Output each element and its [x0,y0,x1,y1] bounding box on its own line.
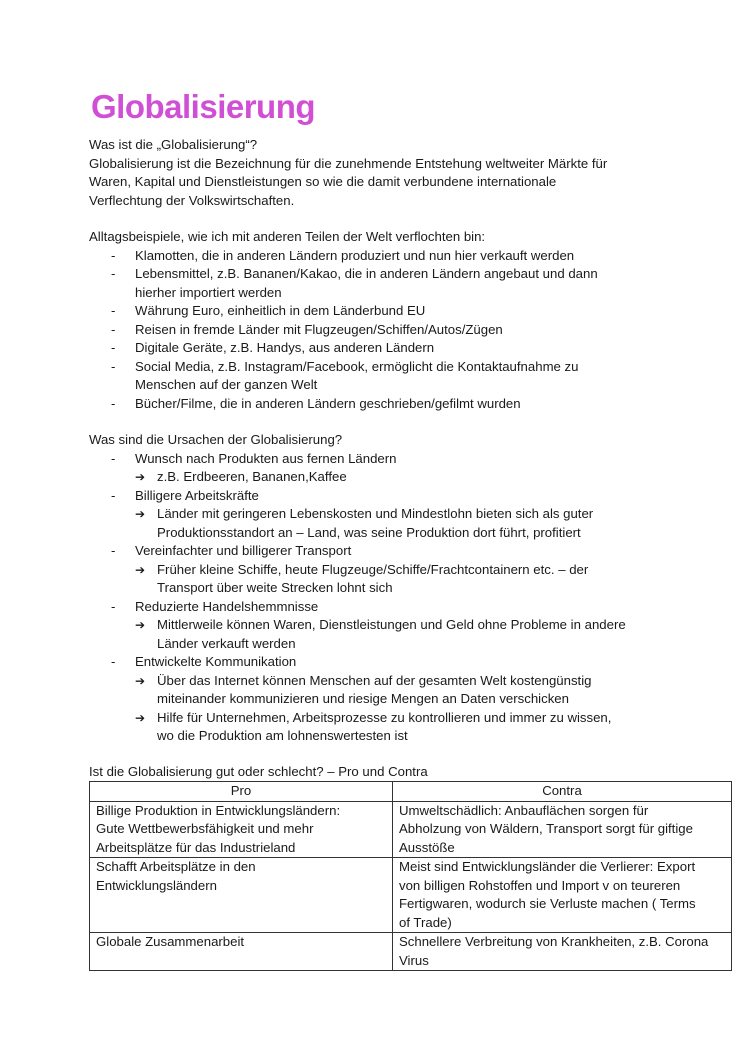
dash-bullet: - [111,303,116,318]
arrow-sub-item [89,709,626,746]
dash-bullet: - [111,358,116,374]
cell-line: Arbeitsplätze für das Industrieland [96,839,296,855]
contra-cell [393,858,732,933]
sub-item-text: Hilfe für Unternehmen, Arbeitsprozesse zu kontrollieren und immer zu wissen, [157,709,612,725]
cell-line: Umweltschädlich: Anbauflächen sorgen für [399,802,649,818]
table-header-row [90,782,732,802]
table-row [90,801,732,858]
examples-section [89,228,598,413]
list-item [89,247,598,266]
procontra-table [89,781,732,971]
arrow-sub-item [89,468,626,487]
list-item-text: Reisen in fremde Länder mit Flugzeugen/Schiffen/Autos/Zügen [135,321,503,337]
list-item [89,339,598,358]
arrow-right-icon: ➔ [135,562,146,577]
sub-item-text: Mittlerweile können Waren, Dienstleistungen und Geld ohne Probleme in andere [157,617,626,632]
dash-bullet: - [111,450,116,466]
causes-section [89,431,626,746]
list-item-text: hierher importiert werden [135,284,282,300]
list-item [89,302,598,321]
list-item-text: Währung Euro, einheitlich in dem Länderbund EU [135,303,426,318]
arrow-right-icon: ➔ [135,507,146,521]
cell-line: Abholzung von Wäldern, Transport sorgt für giftige [399,821,693,836]
cause-label: Vereinfachter und billigerer Transport [135,543,352,558]
arrow-sub-item [89,561,626,598]
page-title: Globalisierung [91,88,316,125]
cause-item [89,487,626,543]
dash-bullet: - [111,247,116,263]
cell-line: Gute Wettbewerbsfähigkeit und mehr [96,821,314,836]
cell-line: Entwicklungsländern [96,877,217,893]
list-item-text: Social Media, z.B. Instagram/Facebook, ermöglicht die Kontaktaufnahme zu [135,358,579,374]
cell-line: Schnellere Verbreitung von Krankheiten, z.B. Corona [399,934,709,949]
cell-line: Ausstöße [399,839,455,855]
list-item-text: Bücher/Filme, die in anderen Ländern geschrieben/gefilmt wurden [135,395,521,411]
procontra-caption: Ist die Globalisierung gut oder schlecht? – Pro und Contra [89,764,428,779]
sub-item-text: Über das Internet können Menschen auf der gesamten Welt kostengünstig [157,672,592,688]
list-item-text: Klamotten, die in anderen Ländern produziert und nun hier verkauft werden [135,247,575,263]
definition-line: Globalisierung ist die Bezeichnung für die zunehmende Entstehung weltweiter Märkte für [89,155,608,171]
arrow-sub-item [89,672,626,709]
cell-line: of Trade) [399,914,452,930]
dash-bullet: - [111,321,116,337]
dash-bullet: - [111,487,116,503]
list-item-text: Lebensmittel, z.B. Bananen/Kakao, die in anderen Ländern angebaut und dann [135,266,598,281]
intro-section [89,136,607,210]
cell-line: Billige Produktion in Entwicklungsländern: [96,802,341,818]
sub-item-text: Früher kleine Schiffe, heute Flugzeuge/Schiffe/Frachtcontainern etc. – der [157,561,589,577]
sub-item-text: Produktionsstandort an – Land, was seine Produktion dort führt, profitiert [157,524,581,540]
examples-list [89,247,598,414]
dash-bullet: - [111,543,116,558]
column-header-pro: Pro [90,782,393,802]
cell-line: Schafft Arbeitsplätze in den [96,859,256,874]
causes-list [89,450,626,746]
cause-label: Billigere Arbeitskräfte [135,487,259,503]
sub-item-text: Länder mit geringeren Lebenskosten und Mindestlohn bieten sich als guter [157,506,594,521]
cause-item [89,542,626,598]
cause-label: Wunsch nach Produkten aus fernen Ländern [135,450,397,466]
cell-line: Globale Zusammenarbeit [96,934,245,949]
cell-line: Virus [399,952,429,968]
arrow-sub-item [89,505,626,542]
arrow-right-icon: ➔ [135,618,146,632]
column-header-contra: Contra [393,782,732,802]
list-item-text: Digitale Geräte, z.B. Handys, aus anderen Ländern [135,340,435,355]
dash-bullet: - [111,395,116,411]
pro-cell [90,933,393,971]
definition-line: Verflechtung der Volkswirtschaften. [89,192,295,208]
list-item [89,358,598,395]
dash-bullet: - [111,266,116,281]
list-item [89,265,598,302]
list-item [89,395,598,414]
contra-cell [393,801,732,858]
cause-label: Reduzierte Handelshemmnisse [135,598,319,614]
sub-item-text: Transport über weite Strecken lohnt sich [157,580,393,595]
table-row [90,933,732,971]
examples-heading: Alltagsbeispiele, wie ich mit anderen Teilen der Welt verflochten bin: [89,229,486,244]
pro-cell [90,858,393,933]
cause-item [89,653,626,746]
arrow-right-icon: ➔ [135,673,146,688]
cause-item [89,598,626,654]
dash-bullet: - [111,654,116,669]
contra-cell [393,933,732,971]
arrow-right-icon: ➔ [135,710,146,725]
cause-item [89,450,626,487]
definition-line: Waren, Kapital und Dienstleistungen so wie die damit verbundene internationale [89,174,557,189]
dash-bullet: - [111,340,116,355]
cell-line: Meist sind Entwicklungsländer die Verlierer: Export [399,859,696,874]
list-item [89,321,598,340]
causes-heading: Was sind die Ursachen der Globalisierung? [89,432,343,447]
list-item-text: Menschen auf der ganzen Welt [135,377,318,392]
pro-cell [90,801,393,858]
arrow-right-icon: ➔ [135,470,146,484]
sub-item-text: z.B. Erdbeeren, Bananen,Kaffee [157,469,347,484]
cause-label: Entwickelte Kommunikation [135,654,297,669]
sub-item-text: wo die Produktion am lohnenswertesten ist [157,728,408,743]
sub-item-text: miteinander kommunizieren und riesige Mengen an Daten verschicken [157,691,569,706]
arrow-sub-item [89,616,626,653]
cell-line: Fertigwaren, wodurch sie Verluste machen ( Terms [399,896,696,911]
sub-item-text: Länder verkauft werden [157,635,296,651]
dash-bullet: - [111,598,116,614]
cell-line: von billigen Rohstoffen und Import v on teureren [399,877,681,893]
intro-question: Was ist die „Globalisierung“? [89,137,258,152]
table-row [90,858,732,933]
